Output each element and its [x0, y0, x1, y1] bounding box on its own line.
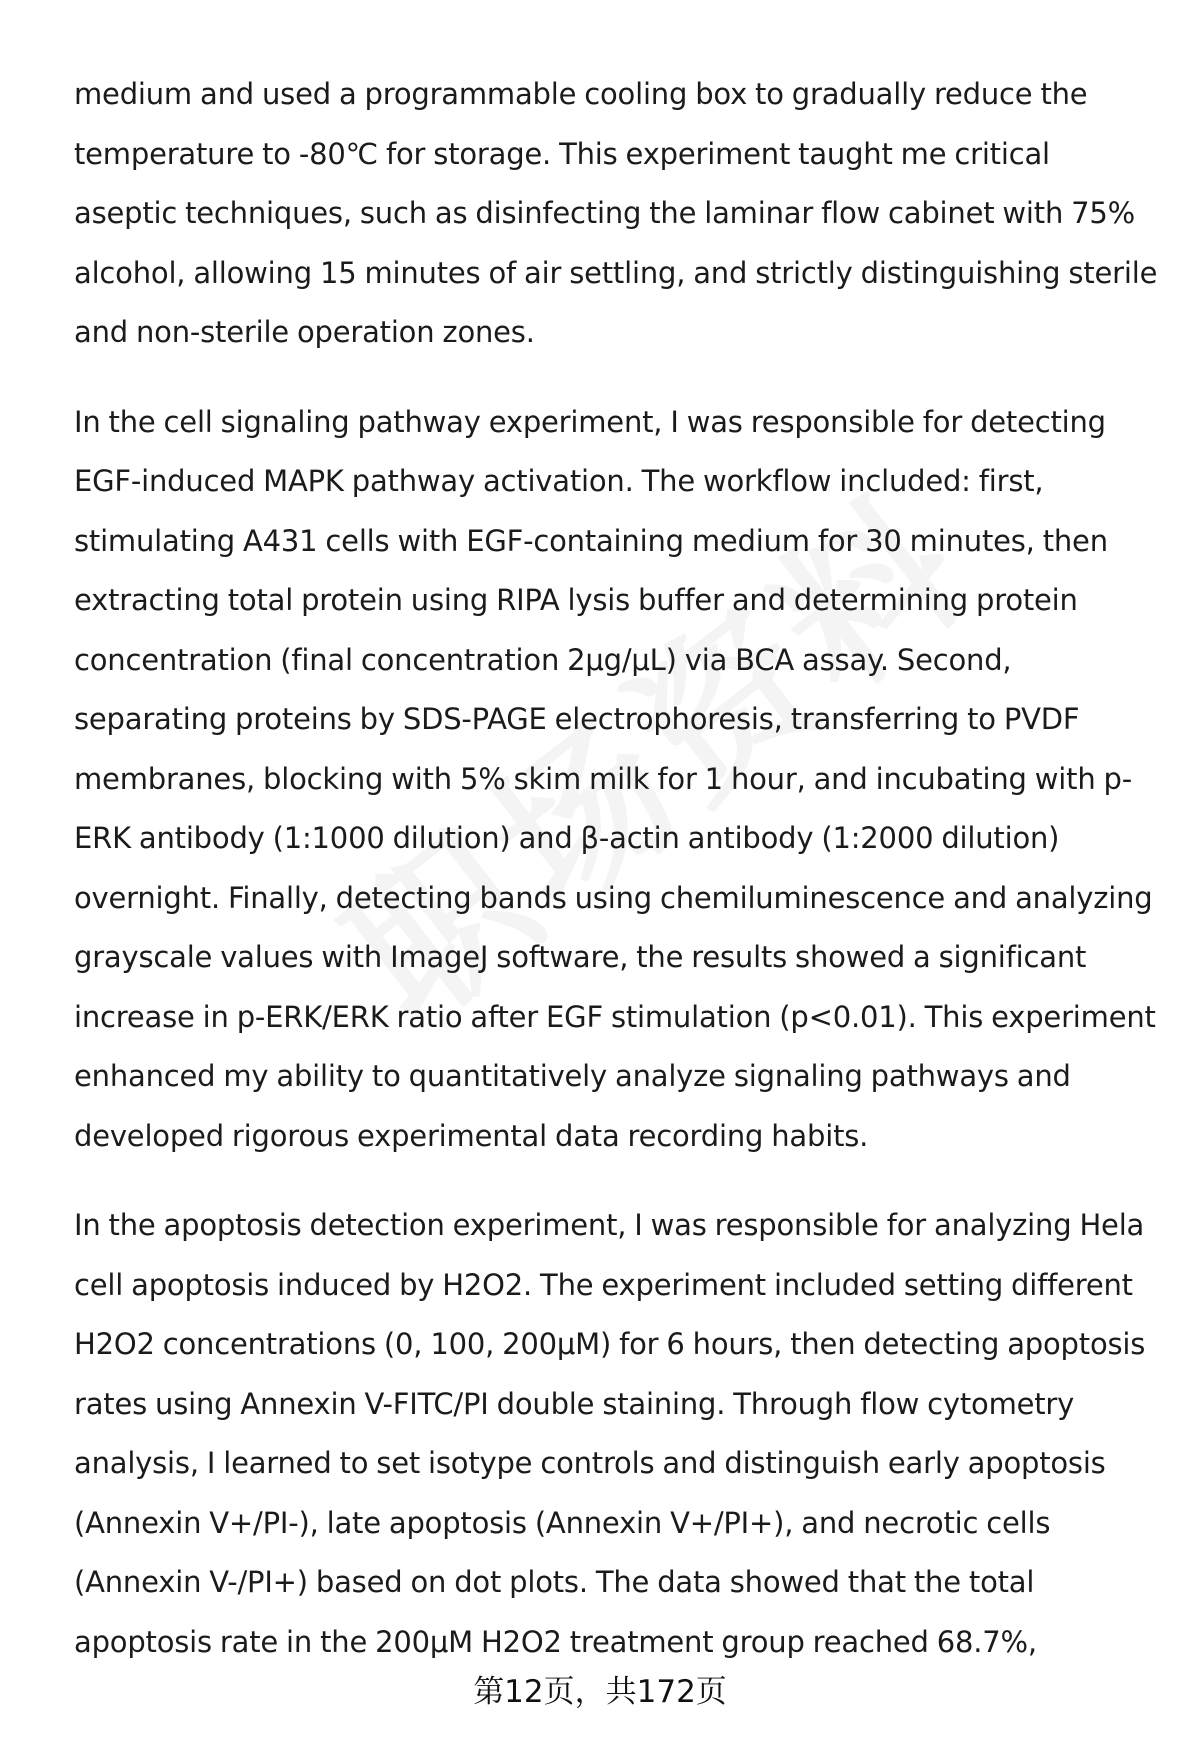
paragraph-cryopreservation: medium and used a programmable cooling box to gradually reduce the temperature to -80℃ for storage. This experiment taught me critical aseptic techniques, such as disinfecting the laminar flow cabinet with 75% alcohol, allowing 15 minutes of air settling, and strictly distinguishing sterile and non-sterile operation zones.: [74, 77, 1158, 349]
page-number-footer: 第12页，共172页: [473, 1674, 727, 1710]
document-body: [74, 65, 1160, 1702]
paragraph-apoptosis: In the apoptosis detection experiment, I was responsible for analyzing Hela cell apoptosis induced by H2O2. The experiment included setting different H2O2 concentrations (0, 100, 200μM) for 6 hours, then detecting apoptosis rates using Annexin V-FITC/PI double staining. Through flow cytometry analysis, I learned to set isotype controls and distinguish early apoptosis (Annexin V+/PI-), late apoptosis (Annexin V+/PI+), and necrotic cells (Annexin V-/PI+) based on dot plots. The data showed that the total apoptosis rate in the 200μM H2O2 treatment group reached 68.7%,: [74, 1208, 1146, 1659]
paragraph-signaling-pathway: In the cell signaling pathway experiment, I was responsible for detecting EGF-induced MAPK pathway activation. The workflow included: first, stimulating A431 cells with EGF-containing medium for 30 minutes, then extracting total protein using RIPA lysis buffer and determining protein concentration (final concentration 2μg/μL) via BCA assay. Second, separating proteins by SDS-PAGE electrophoresis, transferring to PVDF membranes, blocking with 5% skim milk for 1 hour, and incubating with p-ERK antibody (1:1000 dilution) and β-actin antibody (1:2000 dilution) overnight. Finally, detecting bands using chemiluminescence and analyzing grayscale values with ImageJ software, the results showed a significant increase in p-ERK/ERK ratio after EGF stimulation (p<0.01). This experiment enhanced my ability to quantitatively analyze signaling pathways and developed rigorous experimental data recording habits.: [74, 404, 1156, 1153]
